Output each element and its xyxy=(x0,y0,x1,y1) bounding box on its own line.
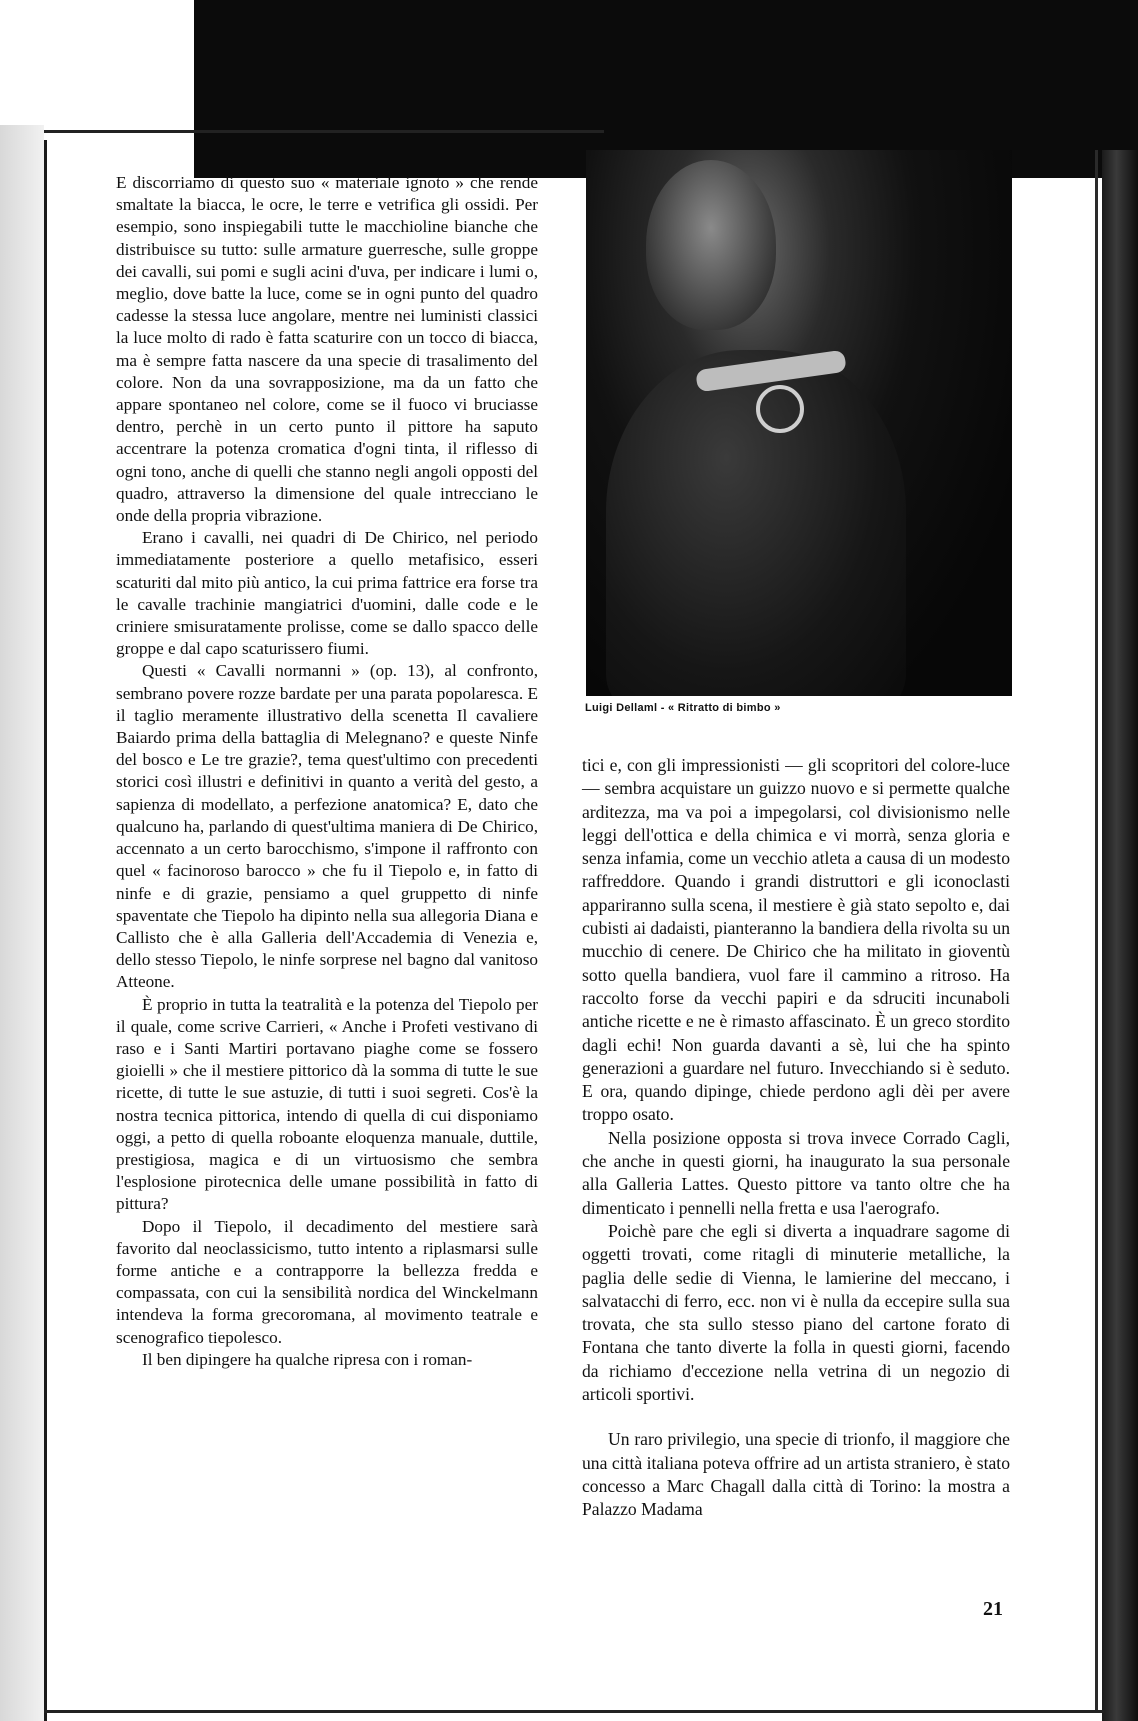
photo-bow xyxy=(756,385,804,433)
bottom-border-line xyxy=(44,1710,1104,1713)
portrait-photo xyxy=(586,150,1012,696)
paragraph: E discorriamo di questo suo « materiale ignoto » che rende smaltate la biacca, le ocre, le terre e vetrifica gli ossidi. Per esempio, sono inspiegabili tutte le macchioline bianche che distribuisce su tutto: sulle armature guerresche, sulle groppe dei cavalli, sui pomi e sugli acini d'uva, per indicare i lumi o, meglio, dove batte la luce, come se in ogni punto del quadro cadesse la stessa luce angolare, mentre nei luministi classici la luce molto di rado è fatta scaturire con un tocco di biacca, ma è sempre fatta nascere da una specie di trasalimento del colore. Non da una sovrapposizione, ma da un fatto che appare spontaneo nel colore, come se il fuoco vi bruciasse dentro, perchè in un certo punto il pittore ha saputo accentrare la potenza cromatica d'ogni tinta, il riflesso di ogni tono, anche di quelli che stanno negli angoli opposti del quadro, attraverso la dimensione del quale intrecciano le onde della propria vibrazione. xyxy=(116,173,538,526)
paragraph: È proprio in tutta la teatralità e la potenza del Tiepolo per il quale, come scrive Carrieri, « Anche i Profeti vestivano di raso e i Santi Martiri portavano piaghe come se fossero gioielli » che il mestiere pittorico dà la somma di tutte le sue ricette, di tutte le sue astuzie, di tutti i suoi segreti. Cos'è la nostra tecnica pittorica, intendo di quella di cui disponiamo oggi, a petto di quella roboante eloquenza manuale, duttile, prestigiosa, magica e di un virtuosismo che sembra l'esplosione pirotecnica delle umane possibilità in fatto di pittura? xyxy=(116,994,538,1214)
paragraph: Il ben dipingere ha qualche ripresa con i roman- xyxy=(142,1349,473,1369)
photo-figure-face xyxy=(646,160,776,330)
page-top-line xyxy=(44,130,604,133)
paragraph: tici e, con gli impressionisti — gli scopritori del colore-luce — sembra acquistare un guizzo nuovo e si permette qualche arditezza, ma va poi a impegolarsi, col divisionismo nelle leggi dell'ottica e della chimica e vi morrà, senza gloria e senza infamia, come un vecchio atleta a causa di un modesto raffreddore. Quando i grandi distruttori e gli iconoclasti appariranno sulla scena, il mestiere è già stato sepolto e, dai cubisti ai dadaisti, pianteranno la bandiera della rivolta su un mucchio di cenere. De Chirico che ha militato in gioventù sotto quella bandiera, vuol fare il cammino a ritroso. Ha raccolto forse da vecchi papiri e da sdruciti incunaboli antiche ricette e ne è rimasto affascinato. È un greco stordito dagli echi! Non guarda davanti a sè, lui che ha spinto generazioni a guardare nel futuro. Invecchiando si è seduto. E ora, quando dipinge, chiede perdono agli dèi per avere troppo osato. xyxy=(582,755,1010,1125)
paragraph: Erano i cavalli, nei quadri di De Chirico, nel periodo immediatamente posteriore a quello metafisico, esseri scaturiti dal mito più antico, la cui prima fattrice era forse tra le cavalle trachinie mangiatrici d'uomini, dalle code e le criniere smisuratamente prolisse, come se dallo spacco delle groppe e dal capo scaturissero fiumi. xyxy=(116,528,538,659)
right-page-edge xyxy=(1102,150,1138,1721)
paragraph: Un raro privilegio, una specie di trionfo, il maggiore che una città italiana poteva offrire ad un artista straniero, è stato concesso a Marc Chagall dalla città di Torino: la mostra a Palazzo Madama xyxy=(582,1429,1010,1520)
paragraph: Dopo il Tiepolo, il decadimento del mestiere sarà favorito dal neoclassicismo, tutto intento a riplasmarsi sulle forme antiche e a contrapporre la bellezza fredda e compassata, con cui la sensibilità nordica del Winckelmann intendeva la forma grecoromana, al movimento teatrale e scenografico tiepolesco. xyxy=(116,1216,538,1347)
paragraph: Questi « Cavalli normanni » (op. 13), al confronto, sembrano povere rozze bardate per una parata popolaresca. E il taglio meramente illustrativo della scenetta Il cavaliere Baiardo prima della battaglia di Melegnano? e queste Ninfe del bosco e Le tre grazie?, tema quest'ultimo con precedenti storici così illustri e definitivi in quanto a verità del gesto, a sapienza di modellato, a perfezione anatomica? E, dato che qualcuno ha, parlando di quest'ultima maniera di De Chirico, accennato a un certo barocchismo, s'impone il raffronto con quel « facinoroso barocco » che fu il Tiepolo e, in fatto di ninfe e di grazie, pensiamo a quel gruppetto di ninfe spaventate che Tiepolo ha dipinto nella sua allegoria Diana e Callisto che è alla Galleria dell'Accademia di Venezia e, dello stesso Tiepolo, le ninfe sorprese nel bagno dal vanitoso Atteone. xyxy=(116,661,538,992)
left-text-column xyxy=(116,172,538,1371)
paragraph: Nella posizione opposta si trova invece Corrado Cagli, che anche in questi giorni, ha inaugurato la sua personale alla Galleria Lattes. Questo pittore va tanto oltre che ha dimenticato i pennelli nella fretta e usa l'aerografo. xyxy=(582,1127,1010,1218)
left-page-edge xyxy=(0,125,44,1721)
paragraph: Poichè pare che egli si diverta a inquadrare sagome di oggetti trovati, come ritagli di minuterie metalliche, la paglia delle sedie di Vienna, le lamierine del meccano, i salvatacchi di ferro, ecc. non vi è nulla da eccepire sulla sua trovata, che sta sullo stesso piano del cartone forato di Fontana che tanto diverte la folla in questi giorni, facendo da richiamo d'eccezione nella vetrina di un negozio di articoli sportivi. xyxy=(582,1220,1010,1405)
right-border-line xyxy=(1095,150,1098,1710)
left-border-line xyxy=(44,140,47,1721)
page-number: 21 xyxy=(983,1598,1003,1620)
photo-caption: Luigi Dellaml - « Ritratto di bimbo » xyxy=(585,702,781,714)
right-text-column xyxy=(582,754,1010,1522)
